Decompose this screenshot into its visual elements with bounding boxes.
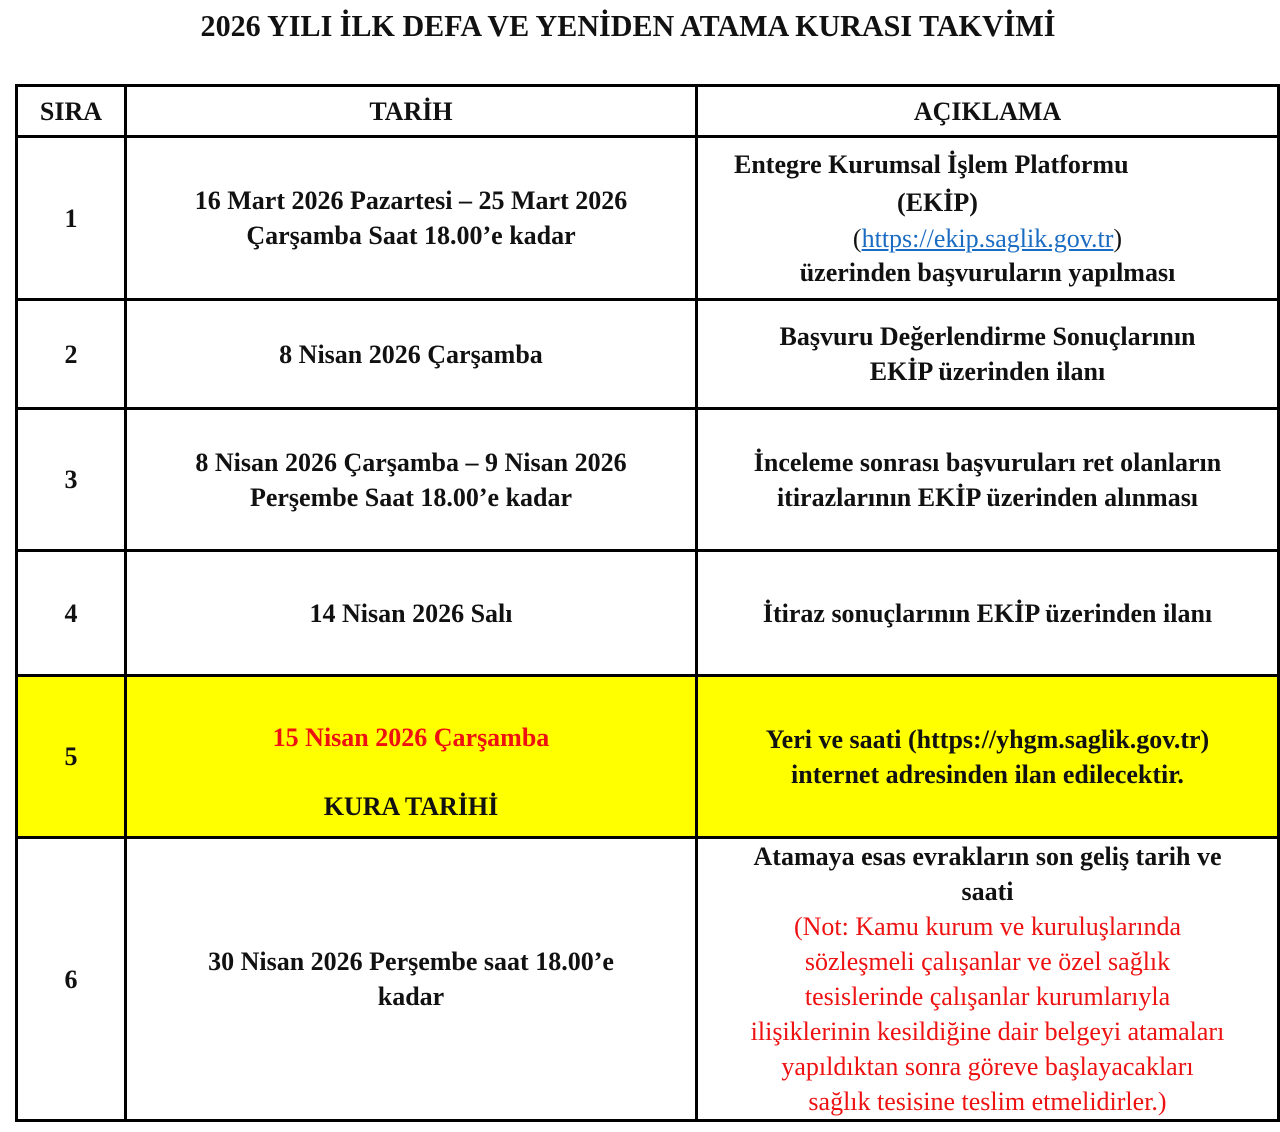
paren-close: ) [1113, 224, 1123, 253]
row-description [697, 300, 1279, 409]
description-line: saati [961, 877, 1014, 906]
table-header-row [17, 86, 1279, 137]
kura-date: 15 Nisan 2026 Çarşamba [272, 722, 550, 752]
description-line: İnceleme sonrası başvuruları ret olanların [753, 447, 1222, 477]
description-line: Atamaya esas evrakların son geliş tarih ve [753, 842, 1222, 871]
description-line: itirazlarının EKİP üzerinden alınması [776, 482, 1199, 512]
note-line: yapıldıktan sonra göreve başlayacakları [781, 1052, 1194, 1081]
row-description [697, 409, 1279, 551]
date-line: Çarşamba Saat 18.00’e kadar [246, 221, 576, 250]
description-line: EKİP üzerinden ilanı [869, 357, 1106, 386]
description-line: Yeri ve saati (https://yhgm.saglik.gov.tr) [765, 724, 1210, 754]
date-line: kadar [377, 982, 445, 1011]
link-line [704, 222, 1271, 256]
row-number: 2 [17, 300, 126, 409]
table-row [17, 838, 1279, 1121]
row-description [697, 137, 1279, 300]
note-line: sağlık tesisine teslim etmelidirler.) [808, 1087, 1167, 1116]
date-line: 30 Nisan 2026 Perşembe saat 18.00’e [208, 947, 614, 976]
date-line: Perşembe Saat 18.00’e kadar [249, 482, 573, 512]
row-description [697, 676, 1279, 838]
date-line: 8 Nisan 2026 Çarşamba [279, 339, 543, 369]
paren-open: ( [852, 224, 862, 253]
description-line: Başvuru Değerlendirme Sonuçlarının [779, 322, 1196, 351]
schedule-table [15, 84, 1280, 1122]
note-line: (Not: Kamu kurum ve kuruluşlarında [793, 912, 1182, 941]
row-date [126, 300, 697, 409]
ekip-link[interactable]: https://ekip.saglik.gov.tr [861, 224, 1114, 253]
note-line: tesislerinde çalışanlar kurumlarıyla [804, 982, 1171, 1011]
description-line: internet adresinden ilan edilecektir. [791, 759, 1184, 789]
description-line: Entegre Kurumsal İşlem Platformu [734, 150, 1129, 179]
row-number: 4 [17, 551, 126, 676]
page-title: 2026 YILI İLK DEFA VE YENİDEN ATAMA KURASI TAKVİMİ [200, 8, 1056, 43]
table-row [17, 409, 1279, 551]
note-line: sözleşmeli çalışanlar ve özel sağlık [804, 947, 1171, 976]
row-number: 6 [17, 838, 126, 1121]
row-date [126, 676, 697, 838]
header-sira: SIRA [17, 86, 126, 137]
row-number: 5 [17, 676, 126, 838]
description-line: üzerinden başvuruların yapılması [799, 258, 1176, 287]
row-number: 3 [17, 409, 126, 551]
date-line: 16 Mart 2026 Pazartesi – 25 Mart 2026 [194, 186, 628, 215]
table-row-highlighted [17, 676, 1279, 838]
row-date [126, 551, 697, 676]
kura-label: KURA TARİHİ [323, 791, 499, 821]
row-description [697, 551, 1279, 676]
description-line: (EKİP) [897, 188, 978, 217]
table-row [17, 300, 1279, 409]
table-row [17, 137, 1279, 300]
date-line: 14 Nisan 2026 Salı [309, 598, 513, 628]
date-line: 8 Nisan 2026 Çarşamba – 9 Nisan 2026 [195, 447, 627, 477]
row-number: 1 [17, 137, 126, 300]
description-line: İtiraz sonuçlarının EKİP üzerinden ilanı [762, 598, 1213, 628]
table-row [17, 551, 1279, 676]
row-date [126, 409, 697, 551]
header-aciklama: AÇIKLAMA [697, 86, 1279, 137]
note-line: ilişiklerinin kesildiğine dair belgeyi atamaları [750, 1017, 1225, 1046]
row-date [126, 838, 697, 1121]
header-tarih: TARİH [126, 86, 697, 137]
row-description [697, 838, 1279, 1121]
